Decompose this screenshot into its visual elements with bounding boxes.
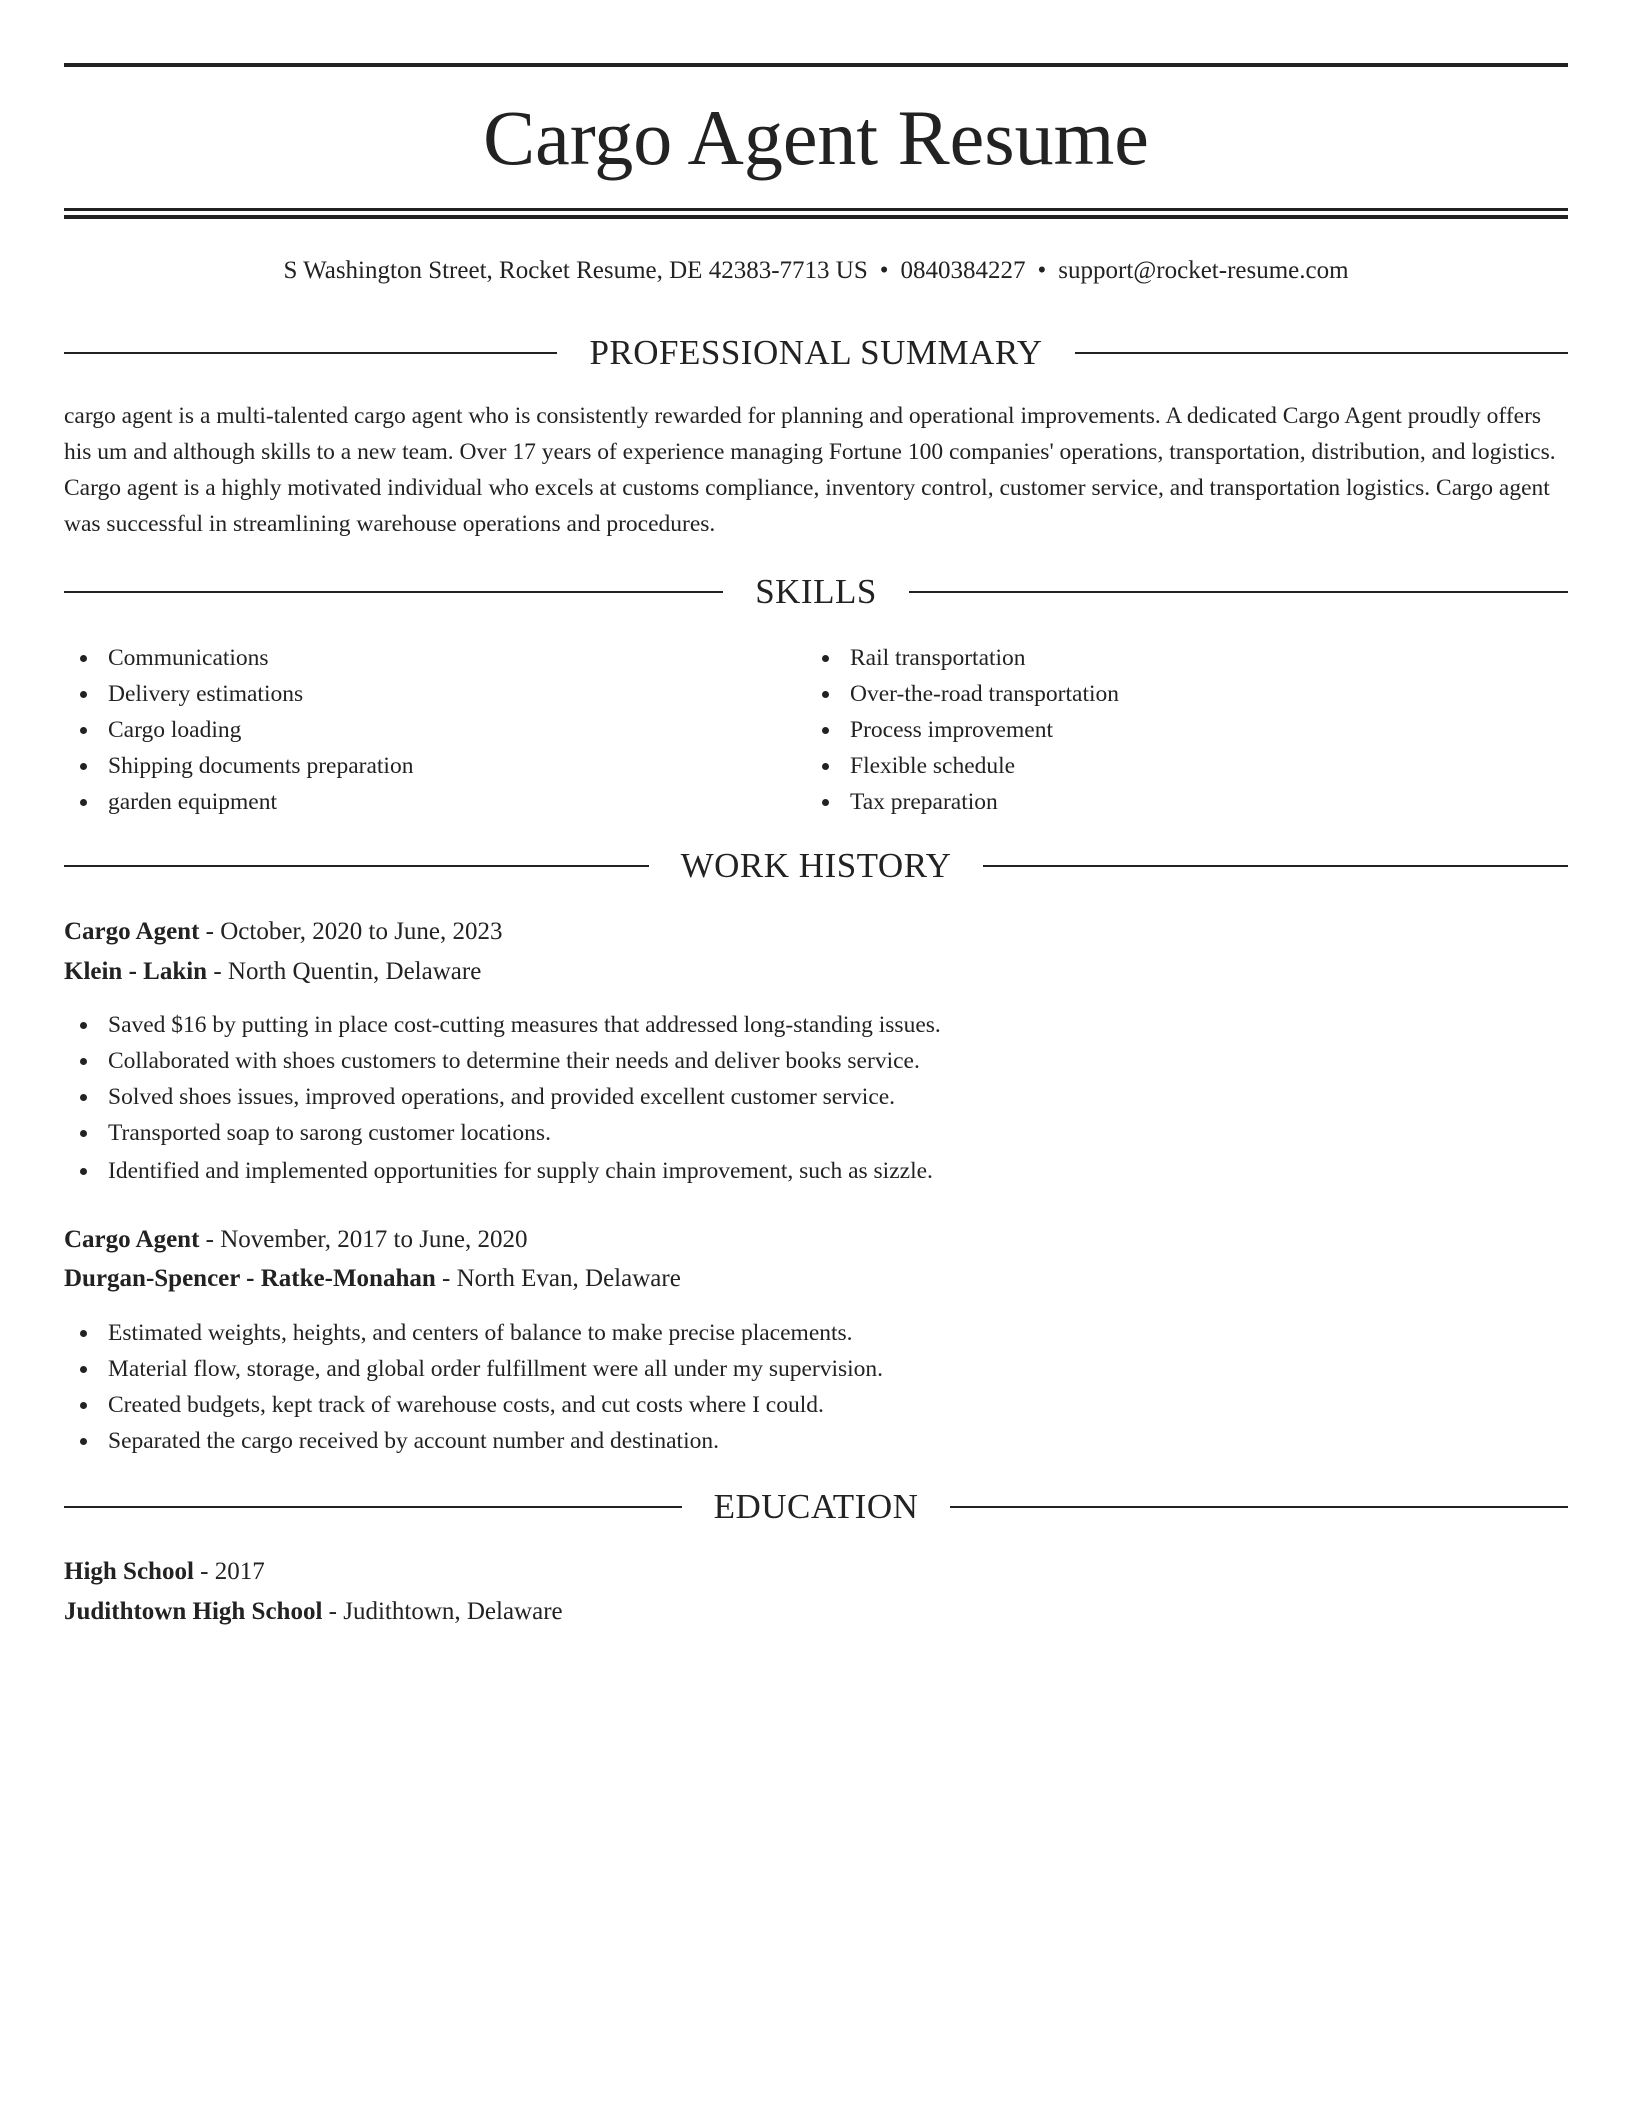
section-header-education — [64, 1485, 1568, 1529]
skill-item: Cargo loading — [64, 712, 804, 748]
job-location: - North Quentin, Delaware — [207, 958, 482, 985]
job-location: - North Evan, Delaware — [435, 1265, 681, 1292]
section-rule — [64, 865, 649, 867]
education-location: - Judithtown, Delaware — [322, 1598, 563, 1625]
education-year: - 2017 — [193, 1558, 265, 1585]
job-title-line — [64, 914, 503, 950]
job-company: Durgan-Spencer - Ratke-Monahan — [64, 1265, 436, 1292]
skill-item: Delivery estimations — [64, 676, 804, 712]
skill-item: Over-the-road transportation — [806, 676, 1546, 712]
title-rule-upper — [64, 208, 1568, 211]
skill-item: garden equipment — [64, 784, 804, 820]
section-header-summary — [64, 331, 1568, 375]
job-bullet: Material flow, storage, and global order fulfillment were all under my supervision. — [64, 1351, 1568, 1387]
section-rule — [983, 865, 1568, 867]
section-rule — [909, 591, 1568, 593]
job-title: Cargo Agent — [64, 918, 200, 945]
job-bullet: Separated the cargo received by account number and destination. — [64, 1423, 1568, 1459]
section-title-summary: PROFESSIONAL SUMMARY — [589, 333, 1043, 372]
skill-item: Shipping documents preparation — [64, 748, 804, 784]
section-title-work: WORK HISTORY — [680, 846, 952, 885]
education-degree-line — [64, 1554, 265, 1590]
section-rule — [1075, 352, 1568, 354]
contact-line — [64, 253, 1568, 289]
job-bullets — [64, 1007, 1568, 1189]
contact-phone: 0840384227 — [900, 257, 1026, 284]
job-bullet: Saved $16 by putting in place cost-cutting measures that addressed long-standing issues. — [64, 1007, 1568, 1043]
education-school: Judithtown High School — [64, 1598, 323, 1625]
section-rule — [64, 591, 723, 593]
job-bullet: Created budgets, kept track of warehouse costs, and cut costs where I could. — [64, 1387, 1568, 1423]
skills-list-left — [64, 640, 804, 820]
job-bullet: Identified and implemented opportunities for supply chain improvement, such as sizzle. — [64, 1153, 1568, 1189]
skill-item: Flexible schedule — [806, 748, 1546, 784]
skill-item: Process improvement — [806, 712, 1546, 748]
section-rule — [950, 1506, 1568, 1508]
job-company-line — [64, 1261, 681, 1297]
section-header-skills — [64, 570, 1568, 614]
contact-separator: • — [879, 257, 889, 284]
job-bullet: Collaborated with shoes customers to determine their needs and deliver books service. — [64, 1043, 1568, 1079]
job-title-line — [64, 1222, 528, 1258]
resume-title: Cargo Agent Resume — [483, 94, 1149, 181]
job-dates: - October, 2020 to June, 2023 — [199, 918, 503, 945]
contact-email: support@rocket-resume.com — [1058, 257, 1349, 284]
job-bullet: Transported soap to sarong customer locations. — [64, 1115, 1568, 1151]
section-title-skills: SKILLS — [755, 572, 877, 611]
education-degree: High School — [64, 1558, 194, 1585]
job-bullet: Solved shoes issues, improved operations, and provided excellent customer service. — [64, 1079, 1568, 1115]
section-rule — [64, 352, 557, 354]
title-rule-lower — [64, 215, 1568, 219]
job-title: Cargo Agent — [64, 1226, 200, 1253]
job-company-line — [64, 954, 481, 990]
contact-separator: • — [1037, 257, 1047, 284]
job-dates: - November, 2017 to June, 2020 — [199, 1226, 528, 1253]
skill-item: Rail transportation — [806, 640, 1546, 676]
section-title-education: EDUCATION — [713, 1487, 919, 1526]
section-header-work — [64, 844, 1568, 888]
skill-item: Tax preparation — [806, 784, 1546, 820]
job-bullet: Estimated weights, heights, and centers of balance to make precise placements. — [64, 1315, 1568, 1351]
summary-text: cargo agent is a multi-talented cargo agent who is consistently rewarded for planning and operational improvements. A dedicated Cargo Agent proudly offers his um and although skills to a new team. Over 17 years of experience managing Fortune 100 companies' operations, transportation, distribution, and logistics. Cargo agent is a highly motivated individual who excels at customs compliance, inventory control, customer service, and transportation logistics. Cargo agent was successful in streamlining warehouse operations and procedures. — [64, 403, 1556, 537]
education-school-line — [64, 1594, 563, 1630]
job-company: Klein - Lakin — [64, 958, 208, 985]
contact-address: S Washington Street, Rocket Resume, DE 42383-7713 US — [283, 257, 868, 284]
section-rule — [64, 1506, 682, 1508]
top-rule — [64, 63, 1568, 67]
job-bullets — [64, 1315, 1568, 1459]
skill-item: Communications — [64, 640, 804, 676]
skills-list-right — [806, 640, 1546, 820]
